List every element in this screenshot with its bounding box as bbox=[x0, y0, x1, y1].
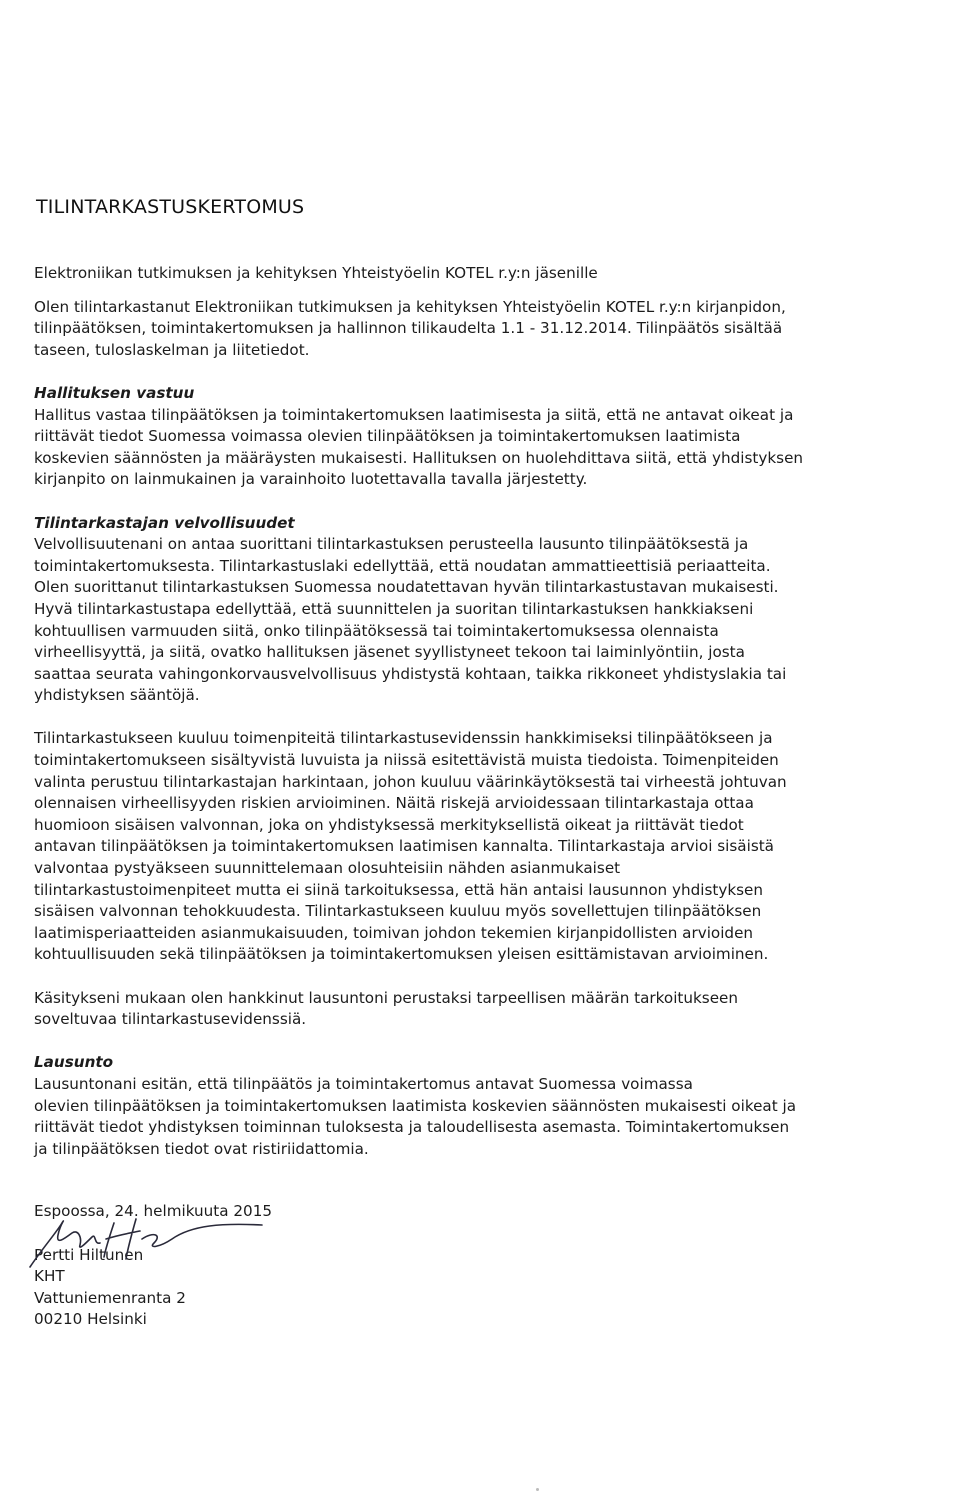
place-date: Espoossa, 24. helmikuuta 2015 bbox=[34, 1202, 273, 1221]
paragraph-line: kirjanpito on lainmukainen ja varainhoito luotettavalla tavalla järjestetty. bbox=[34, 470, 588, 489]
intro-line: Olen tilintarkastanut Elektroniikan tutkimuksen ja kehityksen Yhteistyöelin KOTEL r.y:n kirjanpidon, bbox=[34, 297, 786, 316]
signature-block bbox=[34, 1201, 884, 1351]
paragraph-line: Tilintarkastukseen kuuluu toimenpiteitä tilintarkastusevidenssin hankkimiseksi tilinpäätökseen ja bbox=[34, 729, 773, 748]
paragraph-line: kohtuullisuuden sekä tilinpäätöksen ja toimintakertomuksen yleisen esittämistavan arvioiminen. bbox=[34, 945, 769, 964]
paragraph-line: toimintakertomuksesta. Tilintarkastuslaki edellyttää, että noudatan ammattieettisiä periaatteita. bbox=[34, 556, 771, 575]
signature-text bbox=[34, 1201, 884, 1331]
signer-name: Pertti Hiltunen bbox=[34, 1245, 144, 1264]
section-heading: Hallituksen vastuu bbox=[34, 383, 195, 402]
paragraph-line: yhdistyksen sääntöjä. bbox=[34, 686, 200, 705]
address-city: 00210 Helsinki bbox=[34, 1310, 147, 1329]
section-heading: Tilintarkastajan velvollisuudet bbox=[34, 513, 295, 532]
paragraph-line: ja tilinpäätöksen tiedot ovat ristiriidattomia. bbox=[34, 1139, 369, 1158]
paragraph-line: laatimisperiaatteiden asianmukaisuuden, toimivan johdon tekemien kirjanpidollisten arvioiden bbox=[34, 923, 754, 942]
section-paragraph bbox=[34, 534, 884, 707]
paragraph-line: riittävät tiedot Suomessa voimassa olevien tilinpäätöksen ja toimintakertomuksen laatimista bbox=[34, 427, 741, 446]
paragraph-line: Käsitykseni mukaan olen hankkinut lausuntoni perustaksi tarpeellisen määrän tarkoitukseen bbox=[34, 988, 739, 1007]
document-title: TILINTARKASTUSKERTOMUS bbox=[36, 196, 305, 218]
section-paragraph bbox=[34, 988, 884, 1031]
paragraph-line: Hyvä tilintarkastustapa edellyttää, että suunnittelen ja suoritan tilintarkastuksen hankkiakseni bbox=[34, 599, 754, 618]
paragraph-line: Hallitus vastaa tilinpäätöksen ja toimintakertomuksen laatimisesta ja siitä, että ne antavat oikeat ja bbox=[34, 405, 794, 424]
recipient-text: Elektroniikan tutkimuksen ja kehityksen Yhteistyöelin KOTEL r.y:n jäsenille bbox=[34, 264, 598, 282]
paragraph-line: Lausuntonani esitän, että tilinpäätös ja toimintakertomus antavat Suomessa voimassa bbox=[34, 1074, 693, 1093]
paragraph-line: saattaa seurata vahingonkorvausvelvollisuus yhdistystä kohtaan, taikka rikkoneet yhdistyslakia tai bbox=[34, 664, 787, 683]
paragraph-line: valinta perustuu tilintarkastajan harkintaan, johon kuuluu väärinkäytöksestä tai virheestä johtuvan bbox=[34, 772, 787, 791]
intro-line: tilinpäätöksen, toimintakertomuksen ja hallinnon tilikaudelta 1.1 - 31.12.2014. Tilinpäätös sisältää bbox=[34, 319, 783, 338]
paragraph-line: soveltuvaa tilintarkastusevidenssiä. bbox=[34, 1010, 307, 1029]
paragraph-line: valvontaa pystyäkseen suunnittelemaan olosuhteisiin nähden asianmukaiset bbox=[34, 859, 621, 878]
paragraph-line: virheellisyyttä, ja siitä, ovatko hallituksen jäsenet syyllistyneet tekoon tai laiminlyöntiin, josta bbox=[34, 643, 745, 662]
section-paragraph bbox=[34, 728, 884, 966]
section-heading: Lausunto bbox=[34, 1053, 114, 1072]
paragraph-line: sisäisen valvonnan tehokkuudesta. Tilintarkastukseen kuuluu myös sovellettujen tilinpäätöksen bbox=[34, 902, 762, 921]
section-paragraph bbox=[34, 1074, 884, 1160]
recipient-line bbox=[34, 263, 884, 285]
paragraph-line: huomioon sisäisen valvonnan, joka on yhdistyksessä merkityksellistä oikeat ja riittävät tiedot bbox=[34, 815, 744, 834]
paragraph-line: Velvollisuutenani on antaa suorittani tilintarkastuksen perusteella lausunto tilinpäätöksestä ja bbox=[34, 535, 749, 554]
section-auditor-duties bbox=[34, 513, 884, 1031]
paragraph-line: antavan tilinpäätöksen ja toimintakertomuksen laatimisen kannalta. Tilintarkastaja arvioi sisäistä bbox=[34, 837, 774, 856]
section-paragraph bbox=[34, 405, 884, 491]
paragraph-line: riittävät tiedot yhdistyksen toiminnan tuloksesta ja taloudellisesta asemasta. Toimintakertomuksen bbox=[34, 1118, 790, 1137]
paragraph-line: toimintakertomukseen sisältyvistä luvuista ja niissä esitettävistä muista tiedoista. Toimenpiteiden bbox=[34, 751, 779, 770]
paragraph-line: olevien tilinpäätöksen ja toimintakertomuksen laatimista koskevien säännösten mukaisesti oikeat ja bbox=[34, 1096, 797, 1115]
paragraph-line: olennaisen virheellisyyden riskien arvioiminen. Näitä riskejä arvioidessaan tilintarkastaja ottaa bbox=[34, 794, 754, 813]
section-opinion bbox=[34, 1052, 884, 1160]
intro-line: taseen, tuloslaskelman ja liitetiedot. bbox=[34, 340, 310, 359]
scan-dot bbox=[536, 1488, 539, 1491]
signer-title: KHT bbox=[34, 1267, 65, 1286]
paragraph-line: Olen suorittanut tilintarkastuksen Suomessa noudatettavan hyvän tilintarkastustavan mukaisesti. bbox=[34, 578, 779, 597]
intro-paragraph bbox=[34, 297, 884, 362]
paragraph-line: koskevien säännösten ja määräysten mukaisesti. Hallituksen on huolehdittava siitä, että yhdistyksen bbox=[34, 448, 804, 467]
address-street: Vattuniemenranta 2 bbox=[34, 1288, 186, 1307]
section-board-responsibility bbox=[34, 383, 884, 491]
audit-report-page bbox=[34, 196, 884, 1351]
paragraph-line: tilintarkastustoimenpiteet mutta ei siinä tarkoituksessa, että hän antaisi lausunnon yhdistyksen bbox=[34, 880, 763, 899]
signature-spacer bbox=[34, 1223, 884, 1245]
paragraph-line: kohtuullisen varmuuden siitä, onko tilinpäätöksessä tai toimintakertomuksessa olennaista bbox=[34, 621, 719, 640]
